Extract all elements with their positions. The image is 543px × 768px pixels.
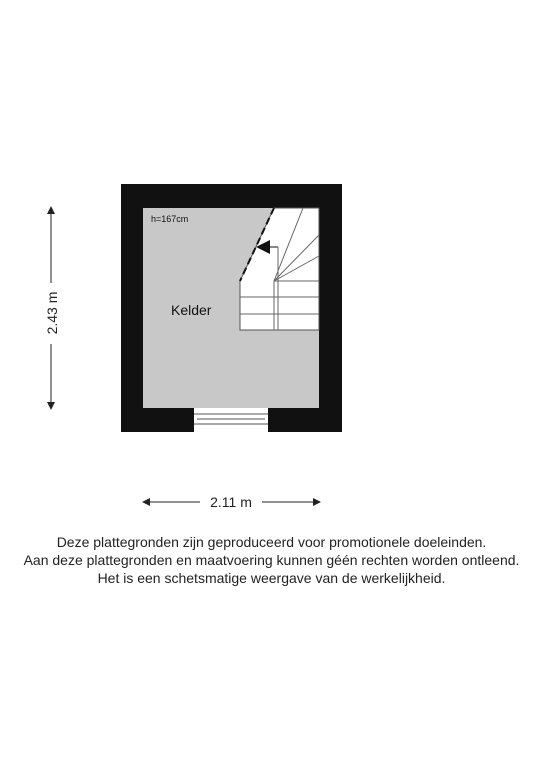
- disclaimer-line-1: Deze plattegronden zijn geproduceerd voor promotionele doeleinden.: [56, 534, 487, 550]
- width-dimension-label: 2.11 m: [210, 494, 252, 510]
- depth-dimension-label: 2.43 m: [44, 291, 60, 335]
- disclaimer-line-3: Het is een schetsmatige weergave van de werkelijkheid.: [97, 570, 446, 586]
- height-note: h=167cm: [151, 214, 189, 224]
- door-opening: [194, 408, 268, 432]
- room-name: Kelder: [171, 302, 212, 318]
- disclaimer: [0, 533, 543, 587]
- disclaimer-line-2: Aan deze plattegronden en maatvoering kunnen géén rechten worden ontleend.: [23, 552, 520, 568]
